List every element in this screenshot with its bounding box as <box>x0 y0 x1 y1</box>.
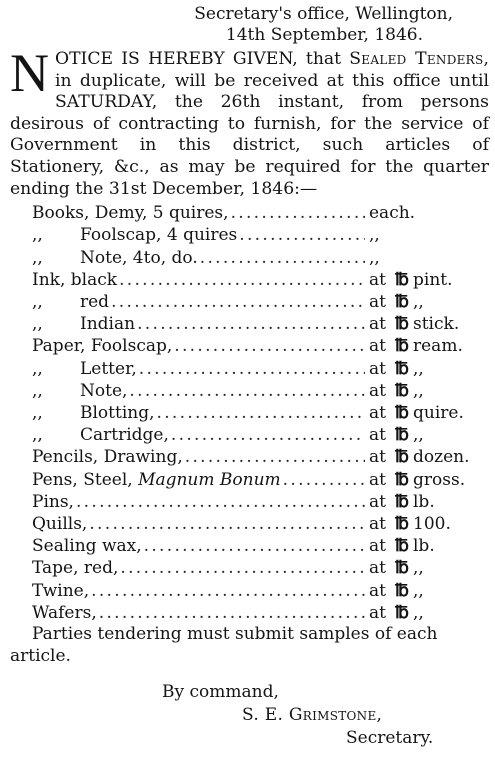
dot-leader <box>99 602 365 624</box>
item-name <box>10 247 198 269</box>
item-price-unit <box>369 380 489 402</box>
item-price-unit <box>369 602 489 624</box>
item-price-unit <box>369 513 489 535</box>
unit-text: ,, <box>413 358 424 379</box>
dot-leader <box>119 269 365 291</box>
item-price-unit <box>369 535 489 557</box>
unit-text: dozen. <box>413 447 470 468</box>
at-word: at <box>369 514 386 534</box>
item-name <box>10 313 135 335</box>
per-symbol-icon: ℔ <box>395 291 409 312</box>
per-symbol-icon: ℔ <box>395 536 409 557</box>
dot-leader <box>185 446 365 468</box>
item-name <box>10 358 137 380</box>
item-name-text: Note, <box>80 380 128 401</box>
item-price-unit <box>369 291 489 313</box>
per-symbol-icon: ℔ <box>395 447 409 468</box>
ditto-mark: ,, <box>32 425 43 446</box>
ditto-mark: ,, <box>32 402 43 423</box>
item-name-text: Pens, Steel, <box>32 469 139 490</box>
list-item <box>10 402 489 424</box>
item-name-text: Indian <box>80 314 136 335</box>
ditto-mark: ,, <box>32 225 43 246</box>
per-symbol-icon: ℔ <box>395 425 409 446</box>
unit-text: ream. <box>413 336 463 357</box>
item-name-text: Paper, Foolscap, <box>32 336 173 357</box>
unit-text: each. <box>369 203 416 224</box>
per-symbol-icon: ℔ <box>395 314 409 335</box>
notice-paragraph <box>10 43 489 200</box>
list-item <box>10 491 489 513</box>
item-price-unit <box>369 224 489 246</box>
item-price-unit <box>369 358 489 380</box>
item-price-unit <box>369 335 489 357</box>
per-symbol-icon: ℔ <box>395 358 409 379</box>
item-name-text: Blotting, <box>80 402 155 423</box>
item-name <box>10 202 229 224</box>
per-symbol-icon: ℔ <box>395 580 409 601</box>
sealed-tenders-text: Sealed Tenders <box>349 49 484 69</box>
per-symbol-icon: ℔ <box>395 514 409 534</box>
notice-text-b: , the 26th instant, from persons desirous of contracting to furnish, for the service of Government in this district, such articles of Stationery, &c., as may be required for the quarter ending the 31st December, 1846:— <box>10 92 489 199</box>
list-item <box>10 557 489 579</box>
item-brand: Magnum Bonum <box>138 469 281 490</box>
per-symbol-icon: ℔ <box>395 469 409 490</box>
item-name-text: red <box>80 291 110 312</box>
list-item <box>10 380 489 402</box>
dot-leader <box>129 380 365 402</box>
ditto-mark: ,, <box>32 314 43 335</box>
dot-leader <box>174 335 365 357</box>
list-item <box>10 313 489 335</box>
item-name-text: Twine, <box>32 580 90 601</box>
ditto-mark: ,, <box>32 291 43 312</box>
unit-text: pint. <box>413 269 453 290</box>
ditto-mark: ,, <box>32 247 43 268</box>
item-price-unit <box>369 580 489 602</box>
stationery-list <box>10 202 489 624</box>
item-name-text: Foolscap, 4 quires <box>80 225 238 246</box>
per-symbol-icon: ℔ <box>395 269 409 290</box>
closing-line-continued: article. <box>10 645 71 666</box>
dot-leader <box>89 513 365 535</box>
item-price-unit <box>369 424 489 446</box>
item-name-text: Ink, black <box>32 269 118 290</box>
dot-leader <box>111 291 365 313</box>
at-word: at <box>369 536 386 557</box>
ditto-mark: ,, <box>32 358 43 379</box>
item-price-unit <box>369 557 489 579</box>
item-name-text: Letter, <box>80 358 137 379</box>
per-symbol-icon: ℔ <box>395 558 409 579</box>
at-word: at <box>369 358 386 379</box>
notice-text-a: , in duplicate, will be received at this office until <box>55 49 489 91</box>
list-item <box>10 424 489 446</box>
item-name <box>10 291 109 313</box>
list-item <box>10 446 489 468</box>
dot-leader <box>91 580 365 602</box>
list-item <box>10 580 489 602</box>
item-name <box>10 446 183 468</box>
dot-leader <box>120 557 365 579</box>
at-word: at <box>369 491 386 512</box>
list-item <box>10 469 489 491</box>
notice-lead: OTICE IS HEREBY GIVEN, that <box>55 49 350 69</box>
item-name <box>10 380 127 402</box>
item-price-unit <box>369 469 489 491</box>
at-word: at <box>369 469 386 490</box>
notice-date-line: 14th September, 1846. <box>225 25 423 45</box>
dot-leader <box>137 313 365 335</box>
dot-leader <box>200 247 365 269</box>
per-symbol-icon: ℔ <box>395 602 409 623</box>
unit-text: ,, <box>413 602 424 623</box>
item-name-text: Wafers, <box>32 602 97 623</box>
unit-text: ,, <box>413 580 424 601</box>
item-name <box>10 535 142 557</box>
by-command-line: By command, <box>162 682 279 703</box>
per-symbol-icon: ℔ <box>395 491 409 512</box>
list-item <box>10 335 489 357</box>
item-name <box>10 469 281 491</box>
dot-leader <box>76 491 365 513</box>
at-word: at <box>369 580 386 601</box>
item-name <box>10 513 87 535</box>
item-name <box>10 424 169 446</box>
unit-text: stick. <box>413 314 460 335</box>
per-symbol-icon: ℔ <box>395 380 409 401</box>
item-name-text: Quills, <box>32 514 88 534</box>
unit-text: ,, <box>369 247 380 268</box>
at-word: at <box>369 380 386 401</box>
per-symbol-icon: ℔ <box>395 402 409 423</box>
item-name <box>10 580 89 602</box>
closing-line: Parties tendering must submit samples of each <box>32 624 438 645</box>
list-item <box>10 513 489 535</box>
dot-leader <box>283 469 365 491</box>
item-price-unit <box>369 247 489 269</box>
at-word: at <box>369 269 386 290</box>
item-name <box>10 402 155 424</box>
unit-text: 100. <box>413 514 451 534</box>
item-price-unit <box>369 313 489 335</box>
item-name <box>10 491 74 513</box>
dot-leader <box>171 424 365 446</box>
item-name <box>10 224 237 246</box>
dot-leader <box>157 402 366 424</box>
at-word: at <box>369 425 386 446</box>
list-item <box>10 202 489 224</box>
at-word: at <box>369 291 386 312</box>
list-item <box>10 602 489 624</box>
at-word: at <box>369 314 386 335</box>
dot-leader <box>144 535 365 557</box>
unit-text: ,, <box>413 291 424 312</box>
at-word: at <box>369 558 386 579</box>
at-word: at <box>369 402 386 423</box>
list-item <box>10 358 489 380</box>
list-item <box>10 535 489 557</box>
signatory-title: Secretary. <box>346 728 434 749</box>
list-item <box>10 291 489 313</box>
unit-text: quire. <box>413 402 464 423</box>
list-item <box>10 247 489 269</box>
item-price-unit <box>369 446 489 468</box>
per-symbol-icon: ℔ <box>395 336 409 357</box>
office-address-line: Secretary's office, Wellington, <box>194 4 453 24</box>
item-name-text: Pencils, Drawing, <box>32 447 183 468</box>
at-word: at <box>369 447 386 468</box>
item-price-unit <box>369 402 489 424</box>
list-item <box>10 269 489 291</box>
unit-text: ,, <box>413 425 424 446</box>
dot-leader <box>239 224 365 246</box>
item-price-unit <box>369 491 489 513</box>
item-name-text: Books, Demy, 5 quires, <box>32 203 229 224</box>
unit-text: gross. <box>413 469 466 490</box>
list-item <box>10 224 489 246</box>
dot-leader <box>139 358 365 380</box>
item-name-text: Cartridge, <box>80 425 169 446</box>
item-name-text: Tape, red, <box>32 558 119 579</box>
item-name <box>10 269 117 291</box>
deadline-day: SATURDAY <box>55 92 152 113</box>
ditto-mark: ,, <box>32 380 43 401</box>
unit-text: ,, <box>369 225 380 246</box>
unit-text: ,, <box>413 380 424 401</box>
signatory-name: S. E. Grimstone, <box>242 705 383 726</box>
at-word: at <box>369 336 386 357</box>
item-name-text: Pins, <box>32 491 74 512</box>
item-name-text: Sealing wax, <box>32 536 142 557</box>
item-price-unit <box>369 202 489 224</box>
item-price-unit <box>369 269 489 291</box>
item-name-text: Note, 4to, do. <box>80 247 198 268</box>
unit-text: lb. <box>413 491 435 512</box>
item-name <box>10 335 172 357</box>
item-name <box>10 602 97 624</box>
at-word: at <box>369 602 386 623</box>
drop-cap: N <box>10 43 49 103</box>
unit-text: lb. <box>413 536 435 557</box>
dot-leader <box>231 202 365 224</box>
item-name <box>10 557 118 579</box>
unit-text: ,, <box>413 558 424 579</box>
